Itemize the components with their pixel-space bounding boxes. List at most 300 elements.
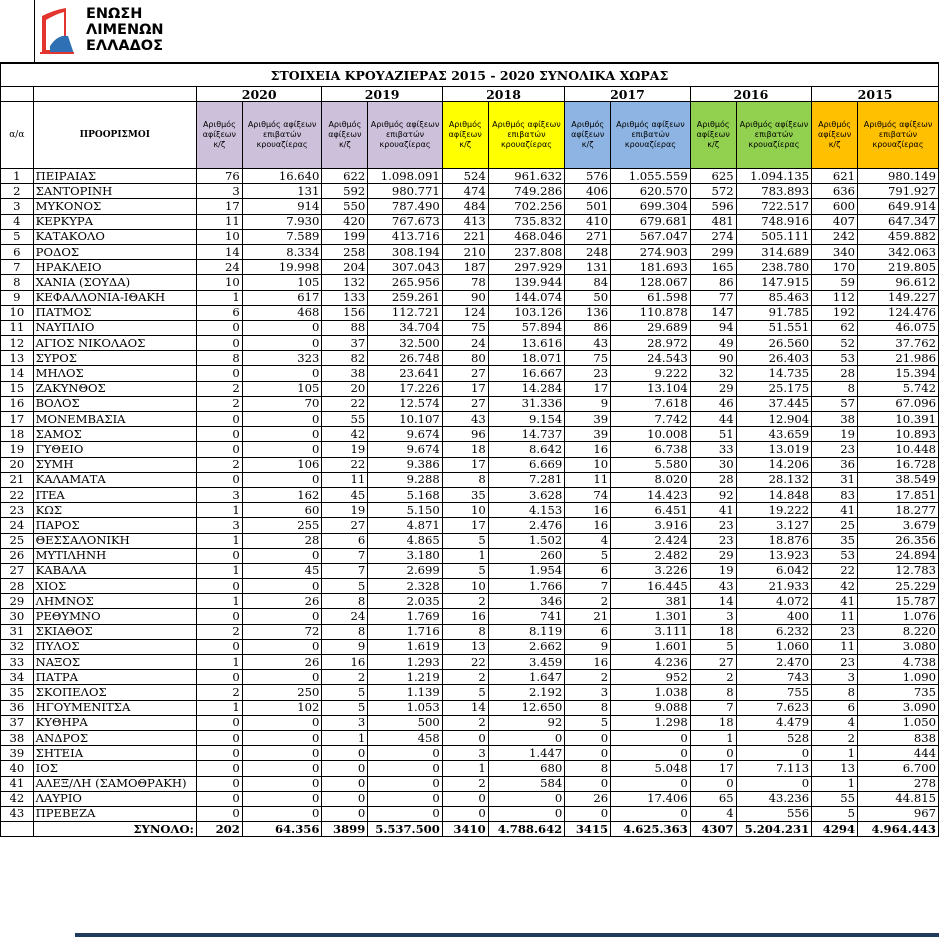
value-cell: 16 bbox=[565, 655, 611, 670]
value-cell: 14.735 bbox=[736, 366, 812, 381]
value-cell: 0 bbox=[322, 791, 368, 806]
value-cell: 0 bbox=[322, 746, 368, 761]
total-value: 5.204.231 bbox=[736, 822, 812, 837]
value-cell: 42 bbox=[812, 579, 858, 594]
destination-name: ΝΑΞΟΣ bbox=[33, 655, 196, 670]
value-cell: 124 bbox=[442, 305, 488, 320]
column-header-row bbox=[1, 102, 939, 169]
value-cell: 238.780 bbox=[736, 260, 812, 275]
value-cell: 556 bbox=[736, 806, 812, 821]
value-cell: 22 bbox=[442, 655, 488, 670]
value-cell: 17 bbox=[442, 381, 488, 396]
value-cell: 0 bbox=[196, 472, 242, 487]
destination-name: ΙΟΣ bbox=[33, 761, 196, 776]
value-cell: 0 bbox=[196, 715, 242, 730]
table-row bbox=[1, 715, 939, 730]
logo-divider bbox=[34, 0, 35, 62]
value-cell: 7.589 bbox=[242, 229, 322, 244]
value-cell: 43 bbox=[565, 336, 611, 351]
value-cell: 6.232 bbox=[736, 624, 812, 639]
table-row bbox=[1, 685, 939, 700]
value-cell: 620.570 bbox=[611, 184, 691, 199]
value-cell: 6.738 bbox=[611, 442, 691, 457]
value-cell: 741 bbox=[488, 609, 565, 624]
value-cell: 17 bbox=[442, 457, 488, 472]
destination-name: ΘΕΣΣΑΛΟΝΙΚΗ bbox=[33, 533, 196, 548]
value-cell: 1 bbox=[196, 563, 242, 578]
value-cell: 24.543 bbox=[611, 351, 691, 366]
table-title-row bbox=[1, 64, 939, 87]
value-cell: 0 bbox=[242, 746, 322, 761]
value-cell: 20 bbox=[322, 381, 368, 396]
value-cell: 5 bbox=[690, 639, 736, 654]
bottom-scrollbar[interactable] bbox=[75, 933, 939, 937]
value-cell: 2 bbox=[196, 457, 242, 472]
value-cell: 43 bbox=[690, 579, 736, 594]
destination-name: ΛΑΥΡΙΟ bbox=[33, 791, 196, 806]
value-cell: 22 bbox=[322, 457, 368, 472]
value-cell: 0 bbox=[242, 791, 322, 806]
value-cell: 1.601 bbox=[611, 639, 691, 654]
value-cell: 57.894 bbox=[488, 320, 565, 335]
value-cell: 10 bbox=[196, 229, 242, 244]
passengers-header-2019: Αριθμός αφίξεων επιβατών κρουαζίερας bbox=[368, 102, 442, 169]
value-cell: 297.929 bbox=[488, 260, 565, 275]
value-cell: 255 bbox=[242, 518, 322, 533]
row-index: 12 bbox=[1, 336, 34, 351]
destination-name: ΚΕΦΑΛΛΟΝΙΑ-ΙΘΑΚΗ bbox=[33, 290, 196, 305]
table-title: ΣΤΟΙΧΕΙΑ ΚΡΟΥΑΖΙΕΡΑΣ 2015 - 2020 ΣΥΝΟΛΙΚΑ ΧΩΡΑΣ bbox=[1, 64, 939, 87]
logo-line-3: ΕΛΛΑΔΟΣ bbox=[86, 38, 164, 54]
value-cell: 649.914 bbox=[858, 199, 939, 214]
value-cell: 2 bbox=[690, 670, 736, 685]
value-cell: 4.865 bbox=[368, 533, 442, 548]
value-cell: 27 bbox=[322, 518, 368, 533]
value-cell: 5 bbox=[812, 806, 858, 821]
value-cell: 106 bbox=[242, 457, 322, 472]
value-cell: 459.882 bbox=[858, 229, 939, 244]
value-cell: 2 bbox=[565, 670, 611, 685]
value-cell: 26 bbox=[242, 594, 322, 609]
value-cell: 43.236 bbox=[736, 791, 812, 806]
value-cell: 76 bbox=[196, 169, 242, 184]
row-index: 41 bbox=[1, 776, 34, 791]
value-cell: 17.226 bbox=[368, 381, 442, 396]
value-cell: 237.808 bbox=[488, 244, 565, 259]
value-cell: 647.347 bbox=[858, 214, 939, 229]
value-cell: 0 bbox=[242, 761, 322, 776]
value-cell: 37.762 bbox=[858, 336, 939, 351]
value-cell: 1.619 bbox=[368, 639, 442, 654]
destination-name: ΡΟΔΟΣ bbox=[33, 244, 196, 259]
value-cell: 1.219 bbox=[368, 670, 442, 685]
value-cell: 14 bbox=[196, 244, 242, 259]
value-cell: 13.104 bbox=[611, 381, 691, 396]
value-cell: 0 bbox=[611, 776, 691, 791]
value-cell: 1 bbox=[196, 655, 242, 670]
value-cell: 0 bbox=[196, 336, 242, 351]
value-cell: 474 bbox=[442, 184, 488, 199]
value-cell: 41 bbox=[812, 503, 858, 518]
value-cell: 5 bbox=[442, 563, 488, 578]
value-cell: 105 bbox=[242, 381, 322, 396]
value-cell: 55 bbox=[812, 791, 858, 806]
destination-name: ΣΚΟΠΕΛΟΣ bbox=[33, 685, 196, 700]
value-cell: 165 bbox=[690, 260, 736, 275]
value-cell: 10 bbox=[565, 457, 611, 472]
value-cell: 23 bbox=[690, 533, 736, 548]
value-cell: 21.933 bbox=[736, 579, 812, 594]
value-cell: 4 bbox=[565, 533, 611, 548]
value-cell: 0 bbox=[442, 806, 488, 821]
index-header: α/α bbox=[1, 102, 34, 169]
value-cell: 11 bbox=[196, 214, 242, 229]
value-cell: 0 bbox=[196, 442, 242, 457]
value-cell: 3.916 bbox=[611, 518, 691, 533]
value-cell: 2.699 bbox=[368, 563, 442, 578]
value-cell: 6 bbox=[565, 624, 611, 639]
value-cell: 21.986 bbox=[858, 351, 939, 366]
table-row bbox=[1, 776, 939, 791]
row-index: 38 bbox=[1, 730, 34, 745]
value-cell: 1.502 bbox=[488, 533, 565, 548]
value-cell: 31.336 bbox=[488, 396, 565, 411]
value-cell: 2 bbox=[196, 685, 242, 700]
value-cell: 528 bbox=[736, 730, 812, 745]
value-cell: 14.423 bbox=[611, 487, 691, 502]
value-cell: 74 bbox=[565, 487, 611, 502]
value-cell: 6.700 bbox=[858, 761, 939, 776]
value-cell: 500 bbox=[368, 715, 442, 730]
table-row bbox=[1, 639, 939, 654]
value-cell: 0 bbox=[242, 472, 322, 487]
value-cell: 2.424 bbox=[611, 533, 691, 548]
value-cell: 11 bbox=[812, 609, 858, 624]
value-cell: 7.742 bbox=[611, 412, 691, 427]
value-cell: 299 bbox=[690, 244, 736, 259]
value-cell: 210 bbox=[442, 244, 488, 259]
row-index: 7 bbox=[1, 260, 34, 275]
value-cell: 23 bbox=[812, 655, 858, 670]
value-cell: 572 bbox=[690, 184, 736, 199]
value-cell: 26.560 bbox=[736, 336, 812, 351]
value-cell: 1.038 bbox=[611, 685, 691, 700]
value-cell: 1.098.091 bbox=[368, 169, 442, 184]
value-cell: 3.080 bbox=[858, 639, 939, 654]
value-cell: 10.391 bbox=[858, 412, 939, 427]
table-row bbox=[1, 746, 939, 761]
value-cell: 28 bbox=[242, 533, 322, 548]
value-cell: 221 bbox=[442, 229, 488, 244]
value-cell: 9 bbox=[565, 396, 611, 411]
value-cell: 250 bbox=[242, 685, 322, 700]
value-cell: 8 bbox=[565, 700, 611, 715]
value-cell: 8 bbox=[322, 594, 368, 609]
value-cell: 967 bbox=[858, 806, 939, 821]
value-cell: 27 bbox=[690, 655, 736, 670]
value-cell: 59 bbox=[812, 275, 858, 290]
value-cell: 18.071 bbox=[488, 351, 565, 366]
value-cell: 147 bbox=[690, 305, 736, 320]
value-cell: 0 bbox=[196, 806, 242, 821]
value-cell: 0 bbox=[242, 427, 322, 442]
value-cell: 400 bbox=[736, 609, 812, 624]
value-cell: 617 bbox=[242, 290, 322, 305]
table-row bbox=[1, 184, 939, 199]
value-cell: 1 bbox=[196, 594, 242, 609]
value-cell: 23 bbox=[565, 366, 611, 381]
value-cell: 14.848 bbox=[736, 487, 812, 502]
value-cell: 735.832 bbox=[488, 214, 565, 229]
table-row bbox=[1, 290, 939, 305]
value-cell: 484 bbox=[442, 199, 488, 214]
value-cell: 1 bbox=[322, 730, 368, 745]
value-cell: 444 bbox=[858, 746, 939, 761]
value-cell: 26.748 bbox=[368, 351, 442, 366]
value-cell: 468.046 bbox=[488, 229, 565, 244]
table-row bbox=[1, 700, 939, 715]
destination-name: ΙΤΕΑ bbox=[33, 487, 196, 502]
value-cell: 0 bbox=[442, 791, 488, 806]
value-cell: 38.549 bbox=[858, 472, 939, 487]
value-cell: 2 bbox=[196, 624, 242, 639]
value-cell: 0 bbox=[196, 776, 242, 791]
table-row bbox=[1, 351, 939, 366]
value-cell: 0 bbox=[368, 776, 442, 791]
year-header-2017: 2017 bbox=[565, 87, 691, 102]
table-row bbox=[1, 761, 939, 776]
value-cell: 7 bbox=[322, 563, 368, 578]
row-index: 26 bbox=[1, 548, 34, 563]
value-cell: 112.721 bbox=[368, 305, 442, 320]
destination-name: ΠΑΤΡΑ bbox=[33, 670, 196, 685]
value-cell: 25 bbox=[812, 518, 858, 533]
value-cell: 10.893 bbox=[858, 427, 939, 442]
destination-name: ΚΑΒΑΛΑ bbox=[33, 563, 196, 578]
row-index: 16 bbox=[1, 396, 34, 411]
value-cell: 28 bbox=[812, 366, 858, 381]
value-cell: 77 bbox=[690, 290, 736, 305]
value-cell: 0 bbox=[368, 806, 442, 821]
logo-line-2: ΛΙΜΕΝΩΝ bbox=[86, 22, 164, 38]
value-cell: 625 bbox=[690, 169, 736, 184]
value-cell: 5 bbox=[322, 579, 368, 594]
row-index: 42 bbox=[1, 791, 34, 806]
value-cell: 1.293 bbox=[368, 655, 442, 670]
table-row bbox=[1, 563, 939, 578]
row-index: 32 bbox=[1, 639, 34, 654]
port-authority-logo-icon bbox=[40, 6, 80, 56]
value-cell: 242 bbox=[812, 229, 858, 244]
value-cell: 3 bbox=[690, 609, 736, 624]
value-cell: 51 bbox=[690, 427, 736, 442]
value-cell: 0 bbox=[242, 639, 322, 654]
value-cell: 0 bbox=[242, 412, 322, 427]
value-cell: 17 bbox=[442, 518, 488, 533]
value-cell: 132 bbox=[322, 275, 368, 290]
value-cell: 1.050 bbox=[858, 715, 939, 730]
total-value: 3899 bbox=[322, 822, 368, 837]
value-cell: 4 bbox=[812, 715, 858, 730]
destination-name: ΝΑΥΠΛΙΟ bbox=[33, 320, 196, 335]
value-cell: 1.954 bbox=[488, 563, 565, 578]
value-cell: 468 bbox=[242, 305, 322, 320]
value-cell: 767.673 bbox=[368, 214, 442, 229]
logo-line-1: ΕΝΩΣΗ bbox=[86, 6, 143, 22]
value-cell: 24 bbox=[196, 260, 242, 275]
value-cell: 0 bbox=[196, 548, 242, 563]
value-cell: 16 bbox=[322, 655, 368, 670]
value-cell: 55 bbox=[322, 412, 368, 427]
value-cell: 0 bbox=[242, 442, 322, 457]
value-cell: 88 bbox=[322, 320, 368, 335]
value-cell: 16 bbox=[442, 609, 488, 624]
value-cell: 84 bbox=[565, 275, 611, 290]
value-cell: 9 bbox=[565, 639, 611, 654]
value-cell: 19 bbox=[322, 503, 368, 518]
value-cell: 13.616 bbox=[488, 336, 565, 351]
value-cell: 8.642 bbox=[488, 442, 565, 457]
table-row bbox=[1, 244, 939, 259]
table-row bbox=[1, 366, 939, 381]
value-cell: 4 bbox=[690, 806, 736, 821]
destination-name: ΚΕΡΚΥΡΑ bbox=[33, 214, 196, 229]
value-cell: 1.447 bbox=[488, 746, 565, 761]
value-cell: 92 bbox=[488, 715, 565, 730]
value-cell: 0 bbox=[242, 366, 322, 381]
value-cell: 576 bbox=[565, 169, 611, 184]
table-row bbox=[1, 457, 939, 472]
table-row bbox=[1, 427, 939, 442]
value-cell: 1 bbox=[196, 533, 242, 548]
value-cell: 133 bbox=[322, 290, 368, 305]
row-index: 5 bbox=[1, 229, 34, 244]
value-cell: 0 bbox=[611, 806, 691, 821]
destination-name: ΡΕΘΥΜΝΟ bbox=[33, 609, 196, 624]
value-cell: 34.704 bbox=[368, 320, 442, 335]
value-cell: 259.261 bbox=[368, 290, 442, 305]
cruise-statistics-table bbox=[0, 63, 939, 837]
value-cell: 381 bbox=[611, 594, 691, 609]
value-cell: 53 bbox=[812, 548, 858, 563]
destination-name: ΗΡΑΚΛΕΙΟ bbox=[33, 260, 196, 275]
total-value: 3410 bbox=[442, 822, 488, 837]
value-cell: 0 bbox=[196, 366, 242, 381]
value-cell: 65 bbox=[690, 791, 736, 806]
value-cell: 29.689 bbox=[611, 320, 691, 335]
value-cell: 3 bbox=[812, 670, 858, 685]
value-cell: 274 bbox=[690, 229, 736, 244]
value-cell: 524 bbox=[442, 169, 488, 184]
value-cell: 131 bbox=[242, 184, 322, 199]
value-cell: 13 bbox=[812, 761, 858, 776]
value-cell: 44.815 bbox=[858, 791, 939, 806]
value-cell: 592 bbox=[322, 184, 368, 199]
value-cell: 19.998 bbox=[242, 260, 322, 275]
value-cell: 699.304 bbox=[611, 199, 691, 214]
value-cell: 2 bbox=[196, 381, 242, 396]
value-cell: 1 bbox=[690, 730, 736, 745]
destination-name: ΒΟΛΟΣ bbox=[33, 396, 196, 411]
value-cell: 41 bbox=[690, 503, 736, 518]
value-cell: 27 bbox=[442, 366, 488, 381]
value-cell: 23.641 bbox=[368, 366, 442, 381]
value-cell: 22 bbox=[812, 563, 858, 578]
value-cell: 265.956 bbox=[368, 275, 442, 290]
value-cell: 0 bbox=[736, 746, 812, 761]
table-row bbox=[1, 670, 939, 685]
value-cell: 1.060 bbox=[736, 639, 812, 654]
arrivals-header-2019: Αριθμός αφίξεων κ/ζ bbox=[322, 102, 368, 169]
destination-name: ΣΚΙΑΘΟΣ bbox=[33, 624, 196, 639]
value-cell: 1.301 bbox=[611, 609, 691, 624]
value-cell: 14 bbox=[442, 700, 488, 715]
value-cell: 0 bbox=[242, 579, 322, 594]
table-row bbox=[1, 609, 939, 624]
total-row bbox=[1, 822, 939, 837]
value-cell: 0 bbox=[368, 746, 442, 761]
value-cell: 9.674 bbox=[368, 442, 442, 457]
value-cell: 0 bbox=[488, 806, 565, 821]
value-cell: 2.035 bbox=[368, 594, 442, 609]
passengers-header-2017: Αριθμός αφίξεων επιβατών κρουαζίερας bbox=[611, 102, 691, 169]
destination-name: ΚΑΤΑΚΟΛΟ bbox=[33, 229, 196, 244]
value-cell: 12.574 bbox=[368, 396, 442, 411]
value-cell: 2 bbox=[442, 776, 488, 791]
total-value: 64.356 bbox=[242, 822, 322, 837]
value-cell: 92 bbox=[690, 487, 736, 502]
value-cell: 0 bbox=[242, 670, 322, 685]
arrivals-header-2020: Αριθμός αφίξεων κ/ζ bbox=[196, 102, 242, 169]
table-row bbox=[1, 229, 939, 244]
value-cell: 45 bbox=[242, 563, 322, 578]
value-cell: 8.119 bbox=[488, 624, 565, 639]
value-cell: 680 bbox=[488, 761, 565, 776]
value-cell: 24.894 bbox=[858, 548, 939, 563]
value-cell: 19 bbox=[690, 563, 736, 578]
row-index: 14 bbox=[1, 366, 34, 381]
value-cell: 6.042 bbox=[736, 563, 812, 578]
value-cell: 57 bbox=[812, 396, 858, 411]
value-cell: 131 bbox=[565, 260, 611, 275]
value-cell: 23 bbox=[812, 624, 858, 639]
total-value: 4.625.363 bbox=[611, 822, 691, 837]
table-row bbox=[1, 655, 939, 670]
value-cell: 8.020 bbox=[611, 472, 691, 487]
value-cell: 36 bbox=[812, 457, 858, 472]
value-cell: 6.451 bbox=[611, 503, 691, 518]
value-cell: 0 bbox=[196, 427, 242, 442]
total-value: 3415 bbox=[565, 822, 611, 837]
value-cell: 791.927 bbox=[858, 184, 939, 199]
value-cell: 19 bbox=[322, 442, 368, 457]
value-cell: 8 bbox=[322, 624, 368, 639]
row-index: 4 bbox=[1, 214, 34, 229]
value-cell: 0 bbox=[196, 670, 242, 685]
value-cell: 248 bbox=[565, 244, 611, 259]
value-cell: 24 bbox=[322, 609, 368, 624]
value-cell: 17.406 bbox=[611, 791, 691, 806]
row-index: 35 bbox=[1, 685, 34, 700]
value-cell: 22 bbox=[322, 396, 368, 411]
row-index: 1 bbox=[1, 169, 34, 184]
value-cell: 0 bbox=[196, 412, 242, 427]
value-cell: 105 bbox=[242, 275, 322, 290]
value-cell: 2 bbox=[565, 594, 611, 609]
table-row bbox=[1, 548, 939, 563]
value-cell: 952 bbox=[611, 670, 691, 685]
row-index: 2 bbox=[1, 184, 34, 199]
